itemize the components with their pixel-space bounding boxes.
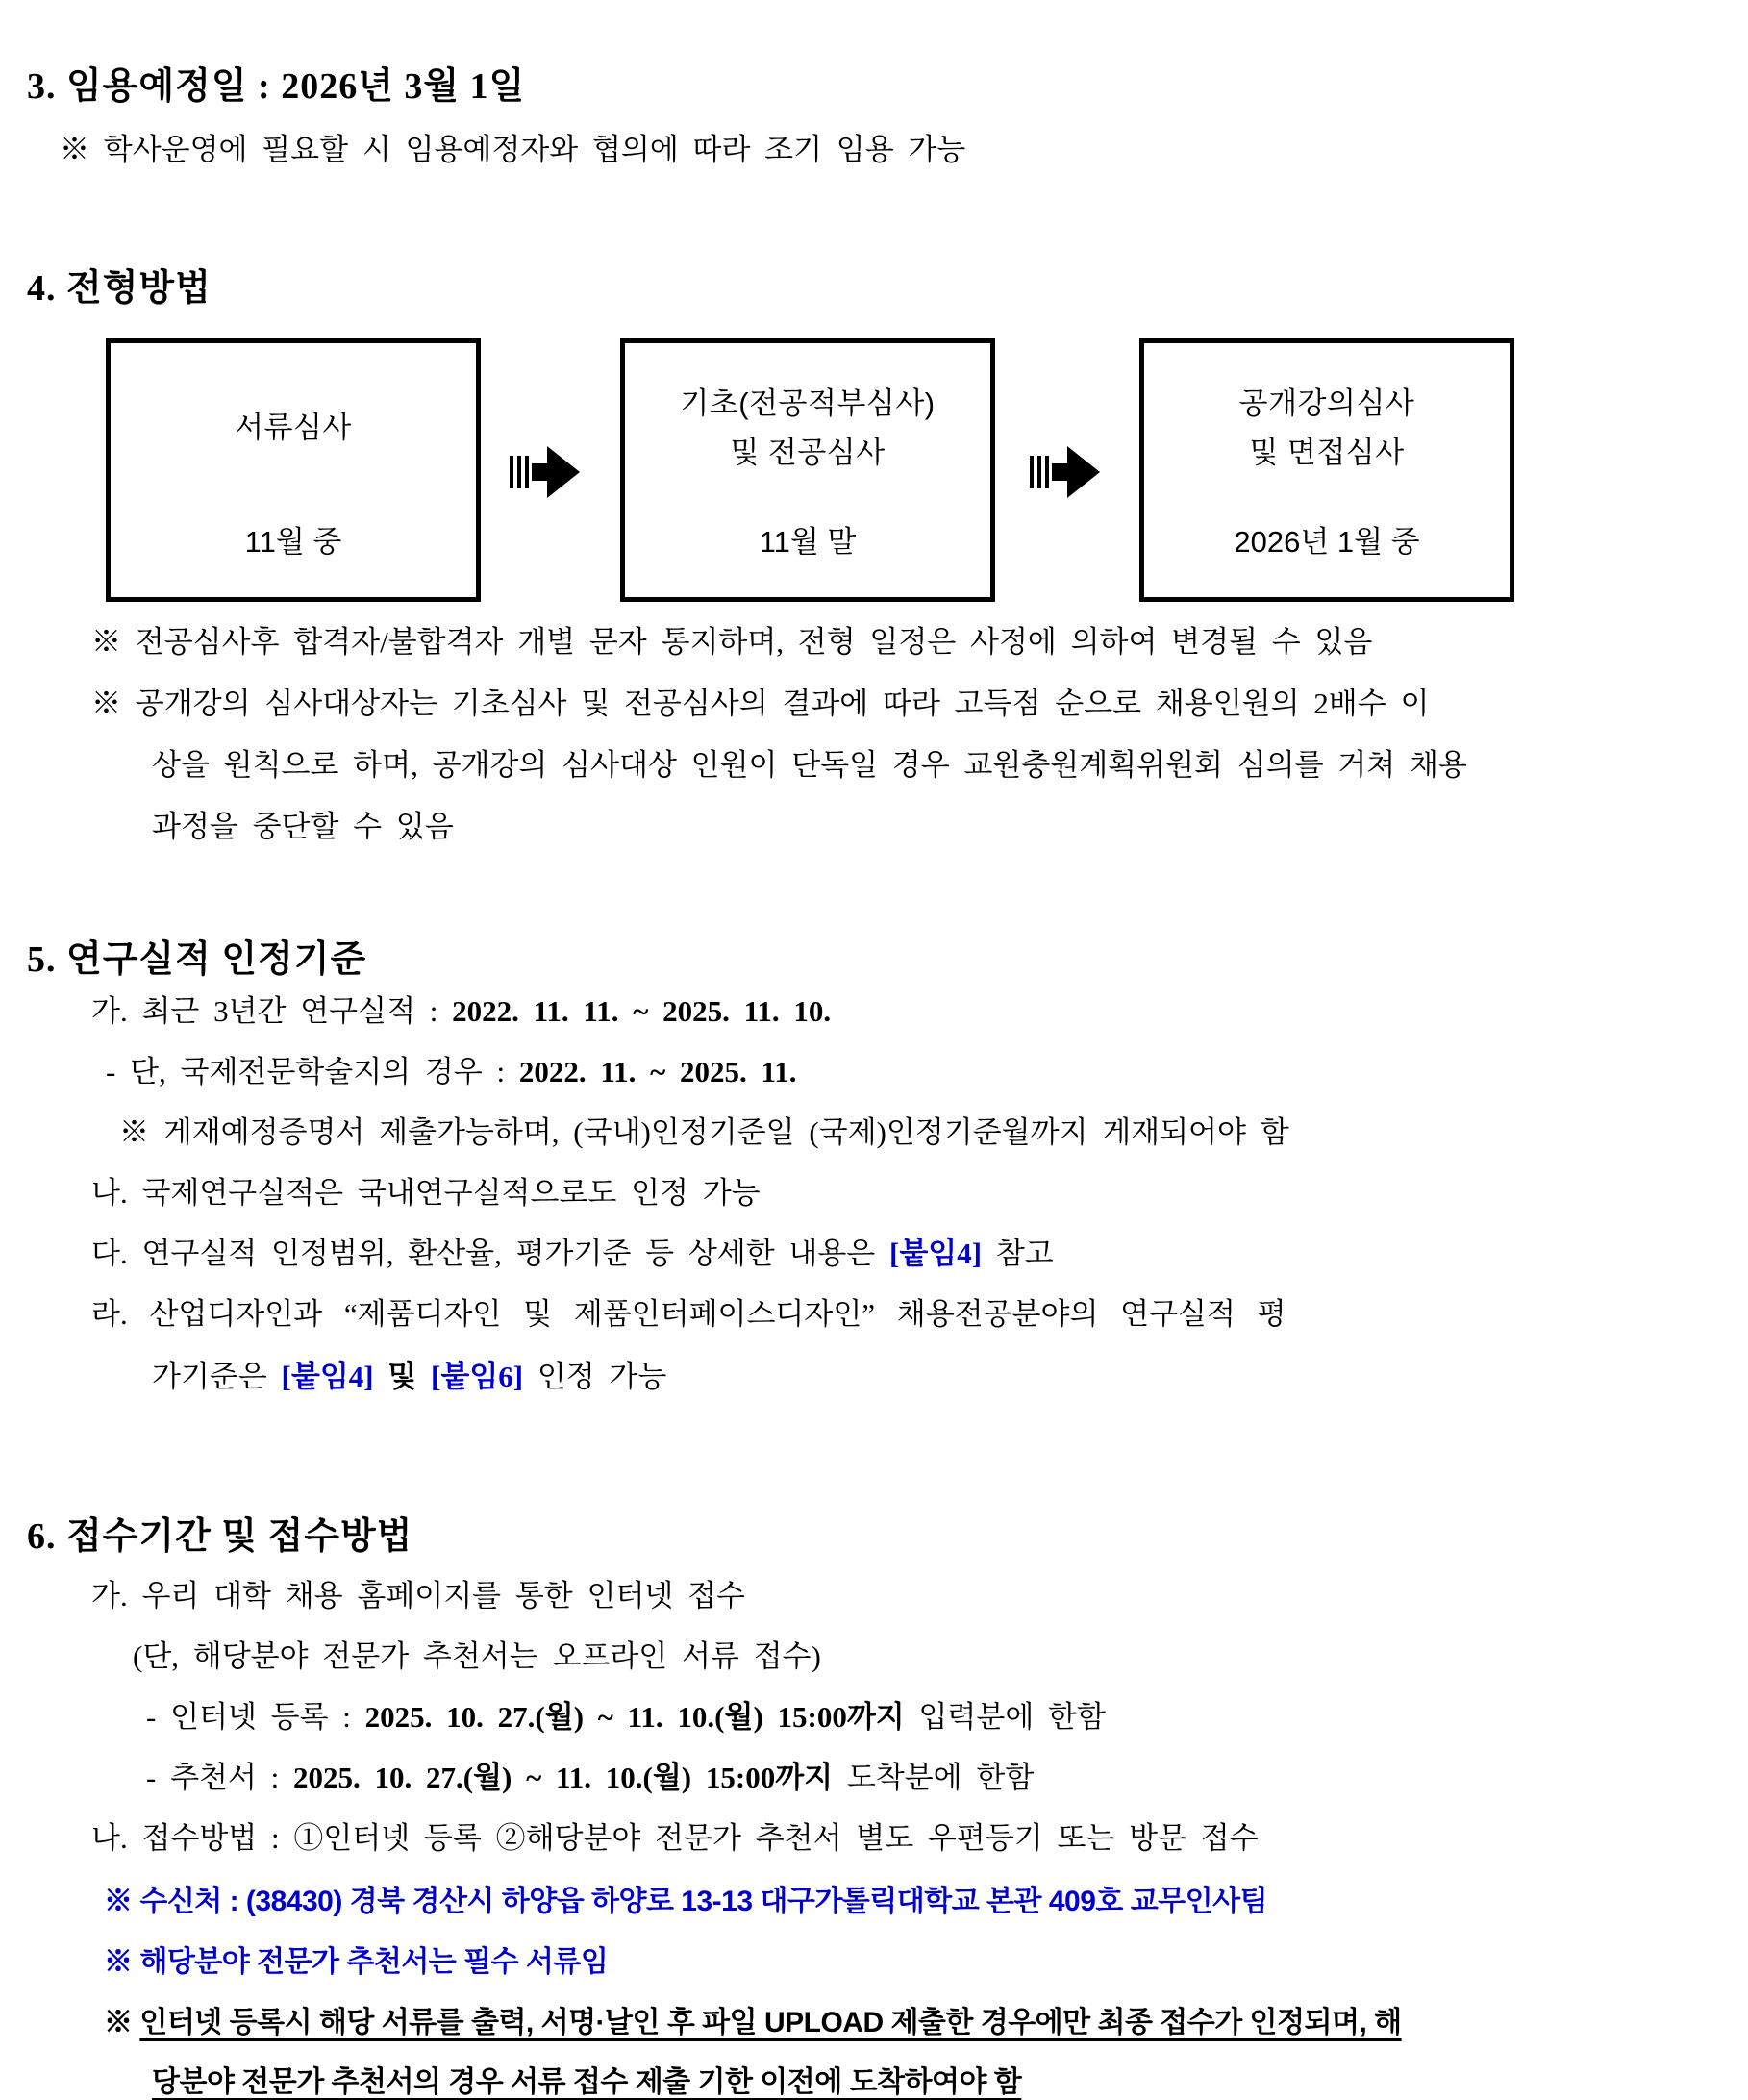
flow-box-date: 11월 중 xyxy=(244,525,342,559)
flow-box-title-line: 및 면접심사 xyxy=(1249,435,1405,469)
flow-box-title xyxy=(625,362,990,492)
upload-note-text: 당분야 전문가 추천서의 경우 서류 접수 제출 기한 이전에 도착하여야 함 xyxy=(152,2066,1022,2098)
item-text: 인정 가능 xyxy=(523,1360,667,1393)
section5-heading: 5. 연구실적 인정기준 xyxy=(27,939,367,980)
item-text: 가기준은 xyxy=(152,1360,282,1393)
flow-box-title-line: 서류심사 xyxy=(235,411,352,444)
section6-heading: 6. 접수기간 및 접수방법 xyxy=(27,1516,413,1557)
flow-box-date: 2026년 1월 중 xyxy=(1234,525,1420,559)
section6-item-ga-paren: (단, 해당분야 전문가 추천서는 오프라인 서류 접수) xyxy=(133,1639,821,1673)
attachment4-link[interactable]: [붙임4] xyxy=(281,1360,374,1393)
flow-box-title-line: 기초(전공적부심사) xyxy=(680,386,936,420)
flow-box-title-line: 및 전공심사 xyxy=(730,435,886,469)
section5-item-na: 나. 국제연구실적은 국내연구실적으로도 인정 가능 xyxy=(91,1176,761,1210)
item-text: - 단, 국제전문학술지의 경우 : xyxy=(106,1055,519,1088)
flow-box-title xyxy=(111,362,476,492)
item-text: - 인터넷 등록 : xyxy=(146,1700,365,1734)
research-period-dates: 2022. 11. 11. ~ 2025. 11. 10. xyxy=(452,994,832,1028)
section5-item-ra-line1: 라. 산업디자인과 “제품디자인 및 제품인터페이스디자인” 채용전공분야의 연구실적 평 xyxy=(91,1297,1286,1331)
reference-mark: ※ xyxy=(104,2007,140,2038)
section5-item-da xyxy=(91,1235,1054,1273)
section6-item-na: 나. 접수방법 : ①인터넷 등록 ②해당분야 전문가 추천서 별도 우편등기 또는 방문 접수 xyxy=(91,1821,1259,1855)
flow-box-basic-major-screening xyxy=(620,338,995,602)
section4-note2-line2: 상을 원칙으로 하며, 공개강의 심사대상 인원이 단독일 경우 교원충원계획위원회 심의를 거쳐 채용 xyxy=(152,748,1467,782)
section5-item-dan xyxy=(106,1053,797,1091)
item-text: 입력분에 한함 xyxy=(904,1700,1106,1734)
section4-note2-line1: ※ 공개강의 심사대상자는 기초심사 및 전공심사의 결과에 따라 고득점 순으로 채용인원의 2배수 이 xyxy=(91,687,1430,720)
section6-note-required: ※ 해당분야 전문가 추천서는 필수 서류임 xyxy=(104,1946,609,1978)
section4-note2-line3: 과정을 중단할 수 있음 xyxy=(152,810,454,843)
flow-box-title-line: 공개강의심사 xyxy=(1238,386,1415,420)
section6-note-upload-line2 xyxy=(152,2058,1021,2100)
section3-heading: 3. 임용예정일 : 2026년 3월 1일 xyxy=(27,66,526,107)
section5-item-ra-line2 xyxy=(152,1358,666,1396)
upload-note-text: 인터넷 등록시 해당 서류를 출력, 서명·날인 후 파일 UPLOAD 제출한 경우에만 최종 접수가 인정되며, 해 xyxy=(139,2007,1402,2038)
flow-box-date: 11월 말 xyxy=(759,525,857,559)
section6-note-upload-line1 xyxy=(104,1998,1402,2040)
attachment6-link[interactable]: [붙임6] xyxy=(431,1360,524,1393)
flow-arrow-icon xyxy=(509,435,584,510)
section5-item-note: ※ 게재예정증명서 제출가능하며, (국내)인정기준일 (국제)인정기준월까지 게재되어야 함 xyxy=(119,1115,1289,1149)
section6-item-ga: 가. 우리 대학 채용 홈페이지를 통한 인터넷 접수 xyxy=(91,1579,745,1612)
item-text: 도착분에 한함 xyxy=(833,1761,1035,1794)
section6-note-address: ※ 수신처 : (38430) 경북 경산시 하양읍 하양로 13-13 대구가톨릭대학교 본관 409호 교무인사팀 xyxy=(104,1886,1268,1917)
flow-box-document-screening xyxy=(106,338,481,602)
item-text: 참고 xyxy=(982,1237,1054,1270)
item-text: - 추천서 : xyxy=(146,1761,294,1794)
item-text: 및 xyxy=(373,1360,432,1393)
section3-note: ※ 학사운영에 필요할 시 임용예정자와 협의에 따라 조기 임용 가능 xyxy=(60,133,966,166)
section6-item-recommend xyxy=(146,1759,1034,1797)
section4-heading: 4. 전형방법 xyxy=(27,268,212,309)
flow-box-lecture-interview-screening xyxy=(1139,338,1514,602)
item-text: 가. 최근 3년간 연구실적 : xyxy=(91,994,453,1028)
section6-item-internet xyxy=(146,1698,1106,1737)
recommendation-dates: 2025. 10. 27.(월) ~ 11. 10.(월) 15:00까지 xyxy=(293,1761,834,1794)
flow-arrow-icon xyxy=(1029,435,1104,510)
attachment4-link[interactable]: [붙임4] xyxy=(889,1237,983,1270)
international-journal-dates: 2022. 11. ~ 2025. 11. xyxy=(518,1055,797,1088)
section5-item-ga xyxy=(91,992,831,1031)
flow-box-title xyxy=(1144,362,1510,492)
internet-registration-dates: 2025. 10. 27.(월) ~ 11. 10.(월) 15:00까지 xyxy=(364,1700,905,1734)
item-text: 다. 연구실적 인정범위, 환산율, 평가기준 등 상세한 내용은 xyxy=(91,1237,890,1270)
section4-note1: ※ 전공심사후 합격자/불합격자 개별 문자 통지하며, 전형 일정은 사정에 의하여 변경될 수 있음 xyxy=(91,625,1373,659)
